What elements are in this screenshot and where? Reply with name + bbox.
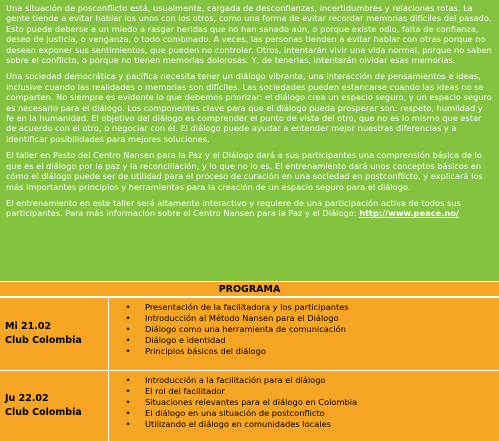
- session-items: [110, 375, 499, 430]
- session-item: • El rol del facilitador: [110, 386, 499, 397]
- session-day: Ju 22.02: [5, 393, 49, 404]
- session-item: • El diálogo en una situación de postconflicto: [110, 408, 499, 419]
- session-items: [110, 302, 499, 357]
- bullet-icon: •: [125, 419, 131, 429]
- bullet-icon: •: [125, 386, 131, 396]
- intro-paragraph-3: El taller en Pasto del Centro Nansen para la Paz y el Diálogo dará a sus participantes una comprensión básica de lo que es el diálogo por la paz y la reconciliación, y lo que no lo es. El entrenamiento dará unos conceptos básicos en cómo el diálogo puede ser de utilidad para el proceso de curación en una sociedad en postconflicto, y explicará los más importantes principios y herramientas para la creación de un espacio seguro para el diálogo.: [6, 150, 483, 192]
- session-item: • Utilizando el diálogo en comunidades locales: [110, 419, 499, 430]
- session-item: • Introducción a la facilitación para el diálogo: [110, 375, 499, 386]
- column-divider: [108, 298, 109, 370]
- column-divider: [108, 371, 109, 441]
- session-item: • Introducción al Método Nansen para el Diálogo: [110, 313, 499, 324]
- bullet-icon: •: [125, 302, 131, 312]
- bullet-icon: •: [125, 375, 131, 385]
- session-place: Club Colombia: [5, 335, 82, 346]
- intro-paragraph-4: [6, 198, 493, 219]
- peace-link[interactable]: http://www.peace.no/: [359, 208, 459, 219]
- session-day-cell: [5, 320, 105, 348]
- bullet-icon: •: [125, 397, 131, 407]
- intro-paragraph-4-text: El entrenamiento en este taller será altamente interactivo y requiere de una participación activa de todos sus participantes. Para más información sobre el Centro Nansen para la Paz y el Diálogo:: [6, 197, 461, 219]
- intro-paragraph-2: Una sociedad democrática y pacífica necesita tener un diálogo vibrante, una interacción de pensamientos e ideas, inclusive cuando las realidades o memorias son difíciles. Las sociedades pueden estancarse cuando las ideas no se comparten. No siempre es evidente lo que debemos priorizar: el diálogo crea un espacio seguro, y un espacio seguro es necesario para el diálogo. Los componentes clave para que el diálogo pueda prosperar son: respeto, humildad y fe en la humanidad. El objetivo del diálogo es comprender el punto de vista del otro, que no es lo mismo que estar de acuerdo con el otro, o negociar con él. El diálogo puede ayudar a entender mejor nuestras diferencias y a identificar posibilidades para mejores soluciones.: [6, 71, 492, 144]
- bullet-icon: •: [125, 313, 131, 323]
- bullet-icon: •: [125, 335, 131, 345]
- session-item: • Principios básicos del diálogo: [110, 346, 499, 357]
- session-day: Mi 21.02: [5, 321, 52, 332]
- session-item: • Presentación de la facilitadora y los participantes: [110, 302, 499, 313]
- bullet-icon: •: [125, 408, 131, 418]
- session-row: [0, 298, 499, 370]
- session-day-cell: [5, 392, 105, 420]
- session-item: • Situaciones relevantes para el diálogo en Colombia: [110, 397, 499, 408]
- session-row: [0, 371, 499, 441]
- session-item: • Diálogo e identidad: [110, 335, 499, 346]
- programa-heading: PROGRAMA: [0, 282, 499, 297]
- bullet-icon: •: [125, 346, 131, 356]
- intro-paragraph-1: Una situación de posconflicto está, usualmente, cargada de desconfianzas, incertidumbres y relaciones rotas. La gente tiende a evitar hablar los unos con los otros, como una forma de evitar recordar memorias difíciles del pasado. Esto puede deberse a un miedo a rasgar heridas que no han sanado aún, o porque existe odio, falta de confianza, deseo de justicia, o venganza, o todo combinado. A veces, las personas tienden a evitar hablar con otras porque no desean exponer sus sentimientos, que pueden no controlar. Otros, intentarán vivir una vida normal, porque no saben sobre el conflicto, o porque no tienen memorias dolorosas. Y, de tenerlas, intentarán olvidar esas memorias.: [6, 3, 492, 66]
- session-place: Club Colombia: [5, 407, 82, 418]
- bullet-icon: •: [125, 324, 131, 334]
- session-item: • Diálogo como una herramienta de comunicación: [110, 324, 499, 335]
